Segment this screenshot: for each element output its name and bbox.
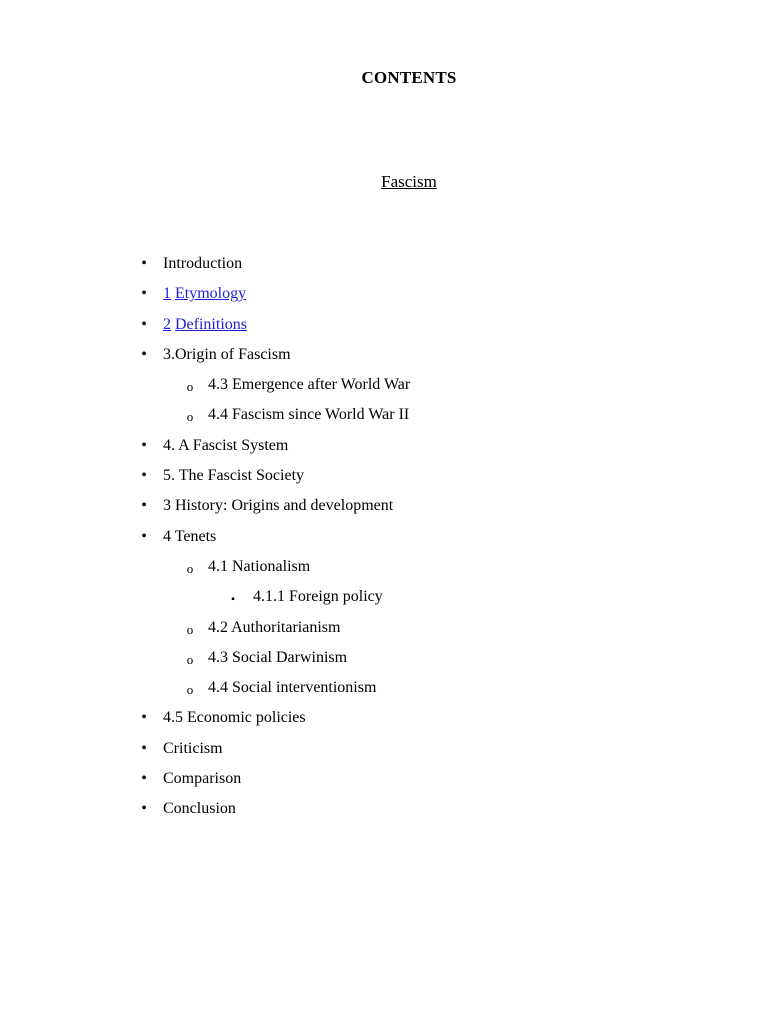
- toc-subitem-nationalism: [0, 556, 768, 586]
- bullet-disc-icon: •: [141, 739, 147, 757]
- bullet-disc-icon: •: [141, 770, 147, 788]
- toc-item-label: 3 History: Origins and development: [163, 497, 394, 515]
- toc-item-definitions[interactable]: [0, 314, 768, 344]
- toc-item-history: [0, 495, 768, 525]
- toc-item-origin: [0, 344, 768, 374]
- toc-item-label: 4.4 Fascism since World War II: [208, 406, 410, 424]
- bullet-circle-icon: o: [186, 379, 194, 395]
- toc-link-group: [163, 314, 247, 336]
- toc-item-label: 4.1.1 Foreign policy: [253, 588, 383, 606]
- bullet-circle-icon: o: [186, 682, 194, 698]
- toc-subitem-social-darwinism: [0, 647, 768, 677]
- bullet-circle-icon: o: [186, 621, 194, 637]
- bullet-disc-icon: •: [141, 436, 147, 454]
- toc-item-fascist-society: [0, 465, 768, 495]
- document-subtitle: Fascism: [381, 172, 437, 191]
- bullet-disc-icon: •: [141, 315, 147, 333]
- toc-subitem-social-interventionism: [0, 677, 768, 707]
- bullet-disc-icon: •: [141, 527, 147, 545]
- bullet-disc-icon: •: [141, 709, 147, 727]
- contents-heading: CONTENTS: [361, 68, 457, 87]
- toc-item-economic-policies: [0, 707, 768, 737]
- toc-item-label: 4 Tenets: [163, 527, 217, 545]
- toc-item-label: Introduction: [163, 255, 243, 272]
- bullet-disc-icon: •: [141, 497, 147, 515]
- bullet-square-icon: ▪: [231, 594, 235, 606]
- toc-subitem-authoritarianism: [0, 617, 768, 647]
- toc-link-number[interactable]: 2: [163, 315, 171, 333]
- bullet-circle-icon: o: [186, 560, 194, 576]
- toc-item-label: 4.1 Nationalism: [208, 557, 311, 575]
- toc-item-label: 5. The Fascist Society: [163, 467, 305, 485]
- bullet-disc-icon: •: [141, 255, 147, 272]
- toc-item-introduction: [0, 253, 768, 283]
- toc-item-label: 4. A Fascist System: [163, 436, 289, 454]
- toc-item-tenets: [0, 526, 768, 556]
- toc-item-label: Criticism: [163, 739, 223, 757]
- toc-item-label: Comparison: [163, 770, 242, 788]
- toc-item-comparison: [0, 768, 768, 798]
- toc-item-fascist-system: [0, 435, 768, 465]
- bullet-circle-icon: o: [186, 409, 194, 425]
- toc-item-label: 4.5 Economic policies: [163, 709, 306, 727]
- bullet-circle-icon: o: [186, 651, 194, 667]
- toc-item-label: 3.Origin of Fascism: [163, 345, 291, 363]
- toc-item-conclusion: [0, 798, 768, 828]
- bullet-disc-icon: •: [141, 345, 147, 363]
- bullet-disc-icon: •: [141, 467, 147, 485]
- toc-link-group: [163, 283, 246, 305]
- bullet-disc-icon: •: [141, 285, 147, 303]
- toc-subsubitem-foreign-policy: [0, 586, 768, 616]
- toc-subitem-emergence: [0, 374, 768, 404]
- bullet-disc-icon: •: [141, 800, 147, 818]
- toc-item-label: 4.3 Emergence after World War: [208, 376, 411, 394]
- toc-item-label: 4.4 Social interventionism: [208, 679, 377, 697]
- toc-item-label: Conclusion: [163, 800, 236, 818]
- toc-link-number[interactable]: 1: [163, 285, 171, 303]
- toc-item-label: 4.3 Social Darwinism: [208, 648, 348, 666]
- toc-item-label: 4.2 Authoritarianism: [208, 618, 341, 636]
- toc-subitem-since-ww2: [0, 404, 768, 434]
- toc-link-etymology[interactable]: Etymology: [175, 285, 247, 303]
- toc-item-etymology[interactable]: [0, 283, 768, 313]
- toc-item-criticism: [0, 738, 768, 768]
- table-of-contents: [0, 253, 768, 829]
- toc-link-definitions[interactable]: Definitions: [175, 315, 247, 333]
